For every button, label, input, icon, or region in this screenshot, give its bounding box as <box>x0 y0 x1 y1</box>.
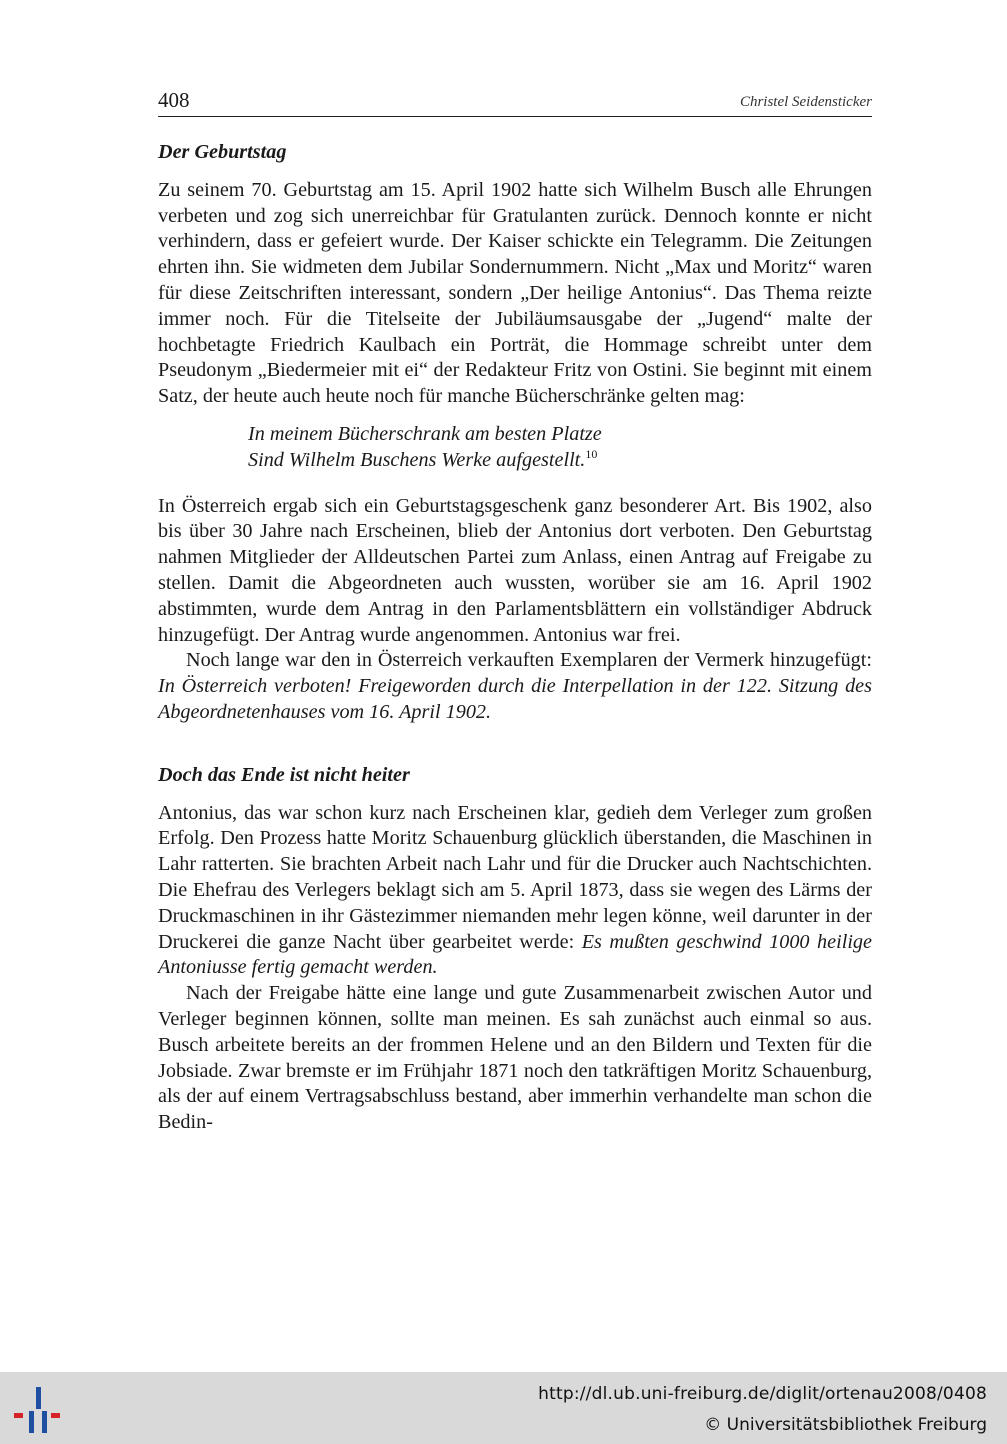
paragraph-text: Antonius, das war schon kurz nach Erscheinen klar, gedieh dem Verleger zum großen Erfolg. Den Prozess hatte Moritz Schauenburg glücklich überstanden, die Maschinen in Lahr ratterten. Sie brachten Arbeit nach Lahr und für die Drucker auch Nachtschichten. Die Ehefrau des Verlegers beklagt sich am 5. April 1873, dass sie wegen des Lärms der Druckmaschinen in ihr Gästezimmer niemanden mehr legen könne, weil darunter in der Druckerei die ganze Nacht über gearbeitet werde: <box>158 801 872 953</box>
section-heading: Der Geburtstag <box>158 141 287 163</box>
footer-bar <box>0 1372 1007 1444</box>
page-header <box>158 86 872 117</box>
block-quote <box>248 422 872 474</box>
paragraph: Nach der Freigabe hätte eine lange und gute Zusammenarbeit zwischen Autor und Verleger beginnen können, sollte man meinen. Es sah zunächst auch einmal so aus. Busch arbeitete bereits an der frommen Helene und an den Bildern und Texten für die Jobsiade. Zwar bremste er im Frühjahr 1871 noch den tatkräftigen Moritz Schauenburg, als der auf einem Vertragsabschluss bestand, aber immerhin verhandelte man schon die Bedin- <box>158 982 872 1134</box>
italic-citation: In Österreich verboten! Freigeworden durch die Interpellation in der 122. Sitzung des Abgeordnetenhauses vom 16. April 1902. <box>158 675 872 723</box>
paragraph: In Österreich ergab sich ein Geburtstagsgeschenk ganz besonderer Art. Bis 1902, also bis über 30 Jahre nach Erscheinen, blieb der Antonius dort verboten. Den Geburtstag nahmen Mitglieder der Alldeutschen Partei zum Anlass, einen Antrag auf Freigabe zu stellen. Damit die Abgeordneten auch wussten, worüber sie am 16. April 1902 abstimmten, wurde dem Antrag in den Parlamentsblättern ein vollständiger Abdruck hinzugefügt. Der Antrag wurde angenommen. Antonius war frei. <box>158 494 872 646</box>
quote-line: In meinem Bücherschrank am besten Platze <box>248 422 602 445</box>
page-content <box>158 140 872 1136</box>
quote-line-with-footnote <box>248 448 872 474</box>
paragraph <box>158 648 872 725</box>
source-url-link[interactable]: http://dl.ub.uni-freiburg.de/diglit/ortenau2008/0408 <box>538 1384 987 1404</box>
page-number: 408 <box>158 88 190 112</box>
quote-line: Sind Wilhelm Buschens Werke aufgestellt. <box>248 448 586 471</box>
section-heading: Doch das Ende ist nicht heiter <box>158 763 410 786</box>
ub-freiburg-logo-icon[interactable] <box>12 1384 64 1436</box>
paragraph-text: Noch lange war den in Österreich verkauften Exemplaren der Vermerk hinzugefügt: <box>186 649 872 672</box>
running-head: Christel Seidensticker <box>739 94 872 110</box>
paragraph <box>158 801 872 982</box>
footnote-marker[interactable]: 10 <box>585 446 598 461</box>
copyright-notice: © Universitätsbibliothek Freiburg <box>704 1415 987 1435</box>
paragraph: Zu seinem 70. Geburtstag am 15. April 1902 hatte sich Wilhelm Busch alle Ehrungen verbeten und zog sich unerreichbar für Gratulanten zurück. Dennoch konnte er nicht verhindern, dass er gefeiert wurde. Der Kaiser schickte ein Telegramm. Die Zeitungen ehrten ihn. Sie widmeten dem Jubilar Sondernummern. Nicht „Max und Moritz“ waren für diese Zeitschriften interessant, sondern „Der heilige Antonius“. Das Thema reizte immer noch. Für die Titelseite der Jubiläumsausgabe der „Jugend“ malte der hochbetagte Friedrich Kaulbach ein Porträt, die Hommage schreibt unter dem Pseudonym „Biedermeier mit ei“ der Redakteur Fritz von Ostini. Sie beginnt mit einem Satz, der heute auch heute noch für manche Bücherschränke gelten mag: <box>158 178 872 408</box>
italic-citation: Es mußten geschwind 1000 heilige Antoniusse fertig gemacht werden. <box>158 930 872 979</box>
